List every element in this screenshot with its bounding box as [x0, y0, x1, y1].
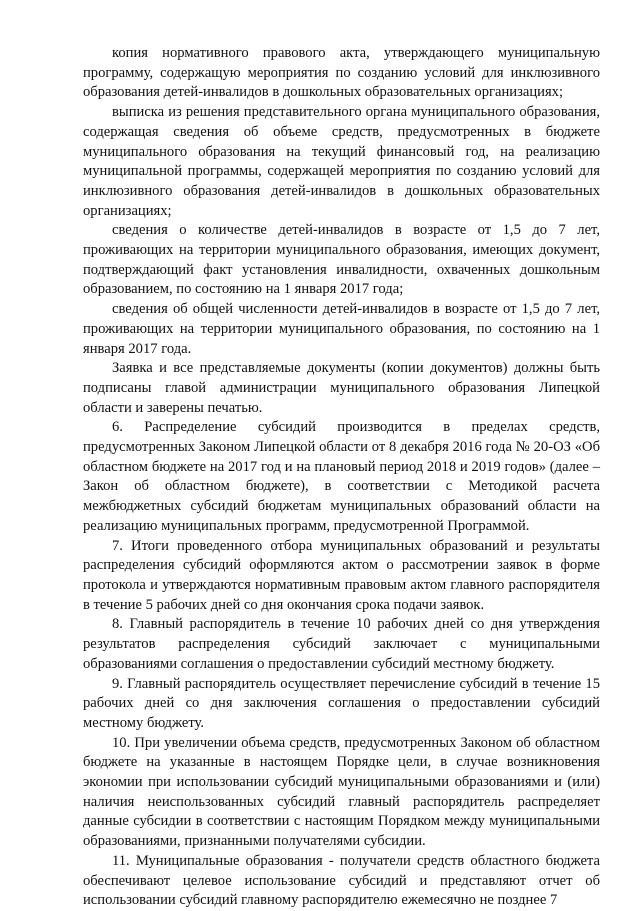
paragraph-application-signature: Заявка и все представляемые документы (копии документов) должны быть подписаны главой администрации муниципального образования Липецкой области и заверены печатью.: [83, 360, 600, 416]
paragraph-disabled-children-covered: сведения о количестве детей-инвалидов в возрасте от 1,5 до 7 лет, проживающих на территории муниципального образования, имеющих документ, подтверждающий факт установления инвалидности, охваченных дошкольным образованием, по состоянию на 1 января 2017 года;: [83, 222, 600, 298]
paragraph-item-6: 6. Распределение субсидий производится в пределах средств, предусмотренных Законом Липецкой области от 8 декабря 2016 года № 20-ОЗ «Об областном бюджете на 2017 год и на плановый период 2018 и 2019 годов» (далее – Закон об областном бюджете), в соответствии с Методикой расчета межбюджетных субсидий бюджетам муниципальных образований области на реализацию муниципальных программ, предусмотренной Программой.: [83, 419, 600, 534]
paragraph-council-extract: выписка из решения представительного органа муниципального образования, содержащая сведения об объеме средств, предусмотренных в бюджете муниципального образования на текущий финансовый год, на реализацию муниципальной программы, содержащей мероприятия по созданию условий для инклюзивного образования детей-инвалидов в дошкольных образовательных организациях;: [83, 104, 600, 219]
paragraph-disabled-children-total: сведения об общей численности детей-инвалидов в возрасте от 1,5 до 7 лет, проживающих на территории муниципального образования, по состоянию на 1 января 2017 года.: [83, 301, 600, 357]
paragraph-item-10: 10. При увеличении объема средств, предусмотренных Законом об областном бюджете на указанные в настоящем Порядке цели, в случае возникновения экономии при использовании субсидий муниципальными образованиями и (или) наличия неиспользованных субсидий главный распорядитель распределяет данные субсидии в соответствии с настоящим Порядком между муниципальными образованиями, признанными получателями субсидии.: [83, 734, 600, 850]
paragraph-item-7: 7. Итоги проведенного отбора муниципальных образований и результаты распределения субсидий оформляются актом о рассмотрении заявок в форме протокола и утверждаются нормативным правовым актом главного распорядителя в течение 5 рабочих дней со дня окончания срока подачи заявок.: [83, 537, 600, 613]
paragraph-item-11: 11. Муниципальные образования - получатели средств областного бюджета обеспечивают целевое использование субсидий и представляют отчет об использовании субсидий главному распорядителю ежемесячно не позднее 7: [83, 852, 600, 909]
paragraph-program-copy: копия нормативного правового акта, утверждающего муниципальную программу, содержащую мероприятия по созданию условий для инклюзивного образования детей-инвалидов в дошкольных образовательных организациях;: [83, 45, 600, 101]
paragraph-item-9: 9. Главный распорядитель осуществляет перечисление субсидий в течение 15 рабочих дней со дня заключения соглашения о предоставлении субсидий местному бюджету.: [83, 675, 600, 731]
paragraph-item-8: 8. Главный распорядитель в течение 10 рабочих дней со дня утверждения результатов распределения субсидий заключает с муниципальными образованиями соглашения о предоставлении субсидий местному бюджету.: [83, 616, 600, 672]
document-page: [83, 44, 600, 911]
